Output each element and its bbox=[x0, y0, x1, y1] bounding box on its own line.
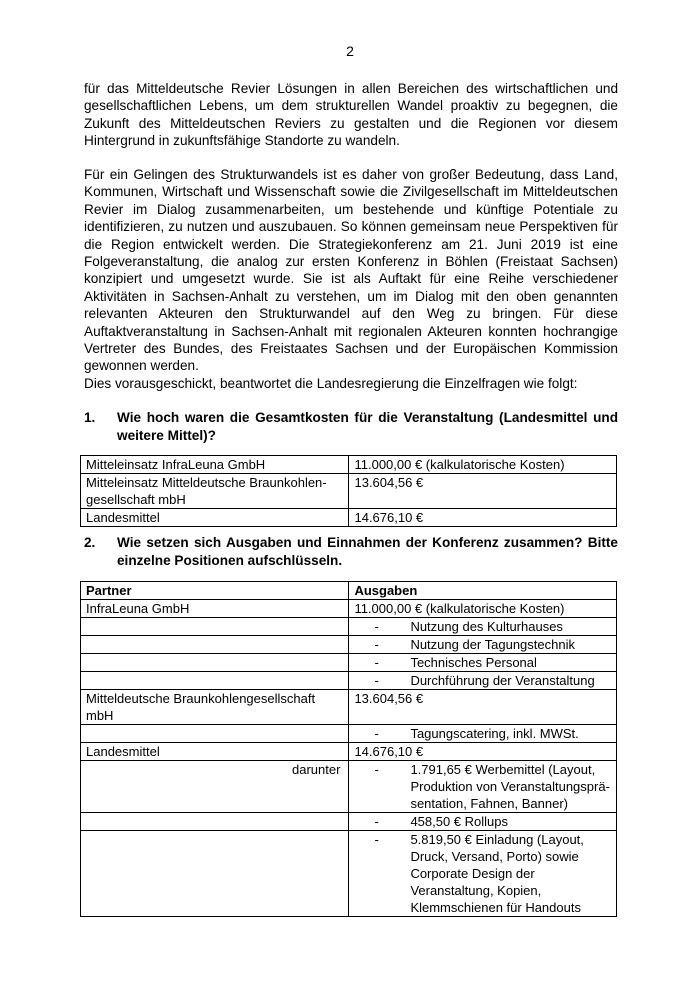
table-cell: InfraLeuna GmbH bbox=[81, 600, 349, 618]
table-row bbox=[81, 690, 617, 725]
table-cell bbox=[81, 725, 349, 743]
table-row bbox=[81, 761, 617, 813]
paragraph-strukturwandel: Für ein Gelingen des Strukturwandels ist es daher von großer Bedeutung, dass Land, Kommunen, Wirtschaft und Wissenschaft sowie die Zivilgesellschaft im Mitteldeutschen Revier im Dialog zusammenarbeiten, um bestehende und künftige Potentiale zu identifizieren, zu nutzen und auszubauen. So können gemeinsam neue Perspektiven für die Region entwickelt werden. Die Strategiekonferenz am 21. Juni 2019 ist eine Folgeveranstaltung, die analog zur ersten Konferenz in Böhlen (Freistaat Sachsen) konzipiert und umgesetzt wurde. Sie ist als Auftakt für eine Reihe verschiedener Aktivitäten in Sachsen-Anhalt zu verstehen, um im Dialog mit den oben genannten relevanten Akteuren den Strukturwandel auf den Weg zu bringen. Für diese Auftaktveranstaltung in Sachsen-Anhalt mit regionalen Akteuren konnten hochrangige Vertreter des Bundes, des Freistaates Sachsen und der Europäischen Kommission gewonnen werden. bbox=[84, 167, 618, 374]
paragraph-intro: für das Mitteldeutsche Revier Lösungen in allen Bereichen des wirtschaftlichen und gesellschaftlichen Lebens, um dem strukturellen Wandel proaktiv zu begegnen, die Zukunft des Mitteldeutschen Reviers zu gestalten und die Regionen vor diesem Hintergrund in zukunftsfähige Standorte zu wandeln. bbox=[84, 81, 618, 149]
table-cell: Landesmittel bbox=[81, 509, 349, 527]
table-header-row bbox=[81, 582, 617, 600]
table-cell bbox=[349, 654, 617, 672]
table-cell: Mitteleinsatz InfraLeuna GmbH bbox=[81, 456, 349, 474]
table-cell bbox=[349, 672, 617, 690]
dash: - bbox=[374, 832, 379, 847]
table-row bbox=[81, 813, 617, 831]
column-header-ausgaben: Ausgaben bbox=[349, 582, 617, 600]
list-item: 458,50 € Rollups bbox=[410, 814, 509, 829]
table-row bbox=[81, 831, 617, 917]
question-2-text: Wie setzen sich Ausgaben und Einnahmen der Konferenz zusammen? Bitte einzelne Positionen aufschlüsseln. bbox=[117, 535, 618, 568]
table-cell bbox=[349, 636, 617, 654]
table-cell bbox=[81, 831, 349, 917]
dash: - bbox=[374, 637, 379, 652]
expense-table bbox=[80, 581, 617, 917]
table-cell bbox=[81, 636, 349, 654]
question-1-number: 1. bbox=[84, 410, 96, 425]
list-item: Durchführung der Veranstaltung bbox=[410, 673, 595, 688]
table-row bbox=[81, 654, 617, 672]
table-cell: 14.676,10 € bbox=[349, 743, 617, 761]
list-item: 5.819,50 € Einladung (Layout, Druck, Versand, Porto) sowie Corporate Design der Veranstaltung, Kopien, Klemmschienen für Handouts bbox=[410, 832, 584, 915]
table-cell bbox=[81, 654, 349, 672]
table-row bbox=[81, 600, 617, 618]
column-header-partner: Partner bbox=[81, 582, 349, 600]
table-cell: 14.676,10 € bbox=[349, 509, 617, 527]
list-item: Technisches Personal bbox=[410, 655, 537, 670]
list-item: Nutzung des Kulturhauses bbox=[410, 619, 563, 634]
cost-table bbox=[80, 455, 617, 527]
paragraph-vorausgeschickt: Dies vorausgeschickt, beantwortet die Landesregierung die Einzelfragen wie folgt: bbox=[84, 376, 578, 391]
question-2-number: 2. bbox=[84, 535, 96, 550]
list-item: 1.791,65 € Werbemittel (Layout, Produktion von Veranstaltungsprä-sentation, Fahnen, Banner) bbox=[410, 762, 610, 811]
table-cell bbox=[81, 618, 349, 636]
page-number: 2 bbox=[346, 43, 354, 59]
table-cell: Mitteldeutsche Braunkohlengesellschaft mbH bbox=[81, 690, 349, 725]
list-item: Nutzung der Tagungstechnik bbox=[410, 637, 575, 652]
table-cell: Landesmittel bbox=[81, 743, 349, 761]
table-cell bbox=[349, 618, 617, 636]
table-cell: 13.604,56 € bbox=[349, 474, 617, 509]
table-cell bbox=[349, 813, 617, 831]
table-cell bbox=[81, 813, 349, 831]
table-cell bbox=[349, 831, 617, 917]
table-row bbox=[81, 618, 617, 636]
table-row bbox=[81, 474, 617, 509]
table-row bbox=[81, 672, 617, 690]
table-row bbox=[81, 725, 617, 743]
table-row bbox=[81, 636, 617, 654]
table-cell: 11.000,00 € (kalkulatorische Kosten) bbox=[349, 600, 617, 618]
table-row bbox=[81, 456, 617, 474]
dash: - bbox=[374, 673, 379, 688]
dash: - bbox=[374, 726, 379, 741]
dash: - bbox=[374, 814, 379, 829]
table-cell: darunter bbox=[81, 761, 349, 813]
table-cell bbox=[81, 672, 349, 690]
table-row bbox=[81, 743, 617, 761]
dash: - bbox=[374, 619, 379, 634]
list-item: Tagungscatering, inkl. MWSt. bbox=[410, 726, 579, 741]
table-row bbox=[81, 509, 617, 527]
dash: - bbox=[374, 655, 379, 670]
table-cell bbox=[349, 725, 617, 743]
dash: - bbox=[374, 762, 379, 777]
question-1-text: Wie hoch waren die Gesamtkosten für die Veranstaltung (Landesmittel und weitere Mittel)? bbox=[117, 410, 618, 443]
table-cell: Mitteleinsatz Mitteldeutsche Braunkohlen-gesellschaft mbH bbox=[81, 474, 349, 509]
table-cell: 13.604,56 € bbox=[349, 690, 617, 725]
table-cell bbox=[349, 761, 617, 813]
table-cell: 11.000,00 € (kalkulatorische Kosten) bbox=[349, 456, 617, 474]
